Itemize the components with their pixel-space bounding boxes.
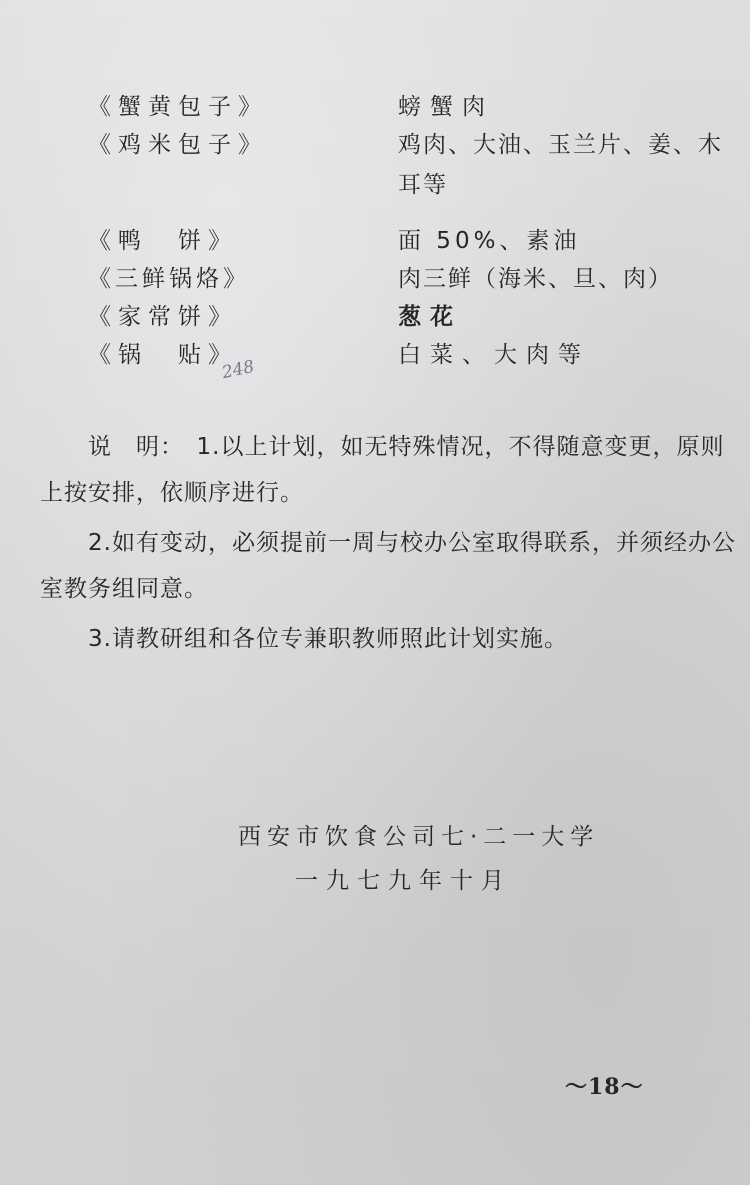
note-line-5: 3.请教研组和各位专兼职教师照此计划实施。	[88, 626, 568, 652]
item-ingredients-5: 葱花	[398, 304, 462, 330]
signature-date: 一九七九年十月	[295, 868, 512, 894]
item-ingredients-3: 面 50%、素油	[398, 228, 581, 254]
item-name-4: 《三鲜锅烙》	[88, 266, 250, 292]
item-name-3: 《鸭 饼》	[88, 228, 238, 254]
item-ingredients-6: 白菜、大肉等	[398, 342, 590, 368]
item-name-5: 《家常饼》	[88, 304, 238, 330]
note-line-2: 上按安排，依顺序进行。	[40, 480, 304, 506]
page-number: ～18～	[565, 1074, 644, 1100]
note-line-3: 2.如有变动，必须提前一周与校办公室取得联系，并须经办公	[88, 530, 736, 556]
item-ingredients-2: 鸡肉、大油、玉兰片、姜、木	[398, 132, 723, 158]
note-line-4: 室教务组同意。	[40, 576, 208, 602]
item-ingredients-1: 螃蟹肉	[398, 94, 494, 120]
item-ingredients-2-cont: 耳等	[398, 172, 448, 198]
item-name-1: 《蟹黄包子》	[88, 94, 268, 120]
item-ingredients-4: 肉三鲜（海米、旦、肉）	[398, 266, 673, 292]
signature-organization: 西安市饮食公司七·二一大学	[238, 824, 600, 850]
item-name-2: 《鸡米包子》	[88, 132, 268, 158]
item-name-6: 《锅 贴》	[88, 342, 238, 368]
note-line-1: 说 明： 1.以上计划，如无特殊情况，不得随意变更，原则	[88, 434, 725, 460]
pencil-annotation: 248	[220, 356, 257, 384]
